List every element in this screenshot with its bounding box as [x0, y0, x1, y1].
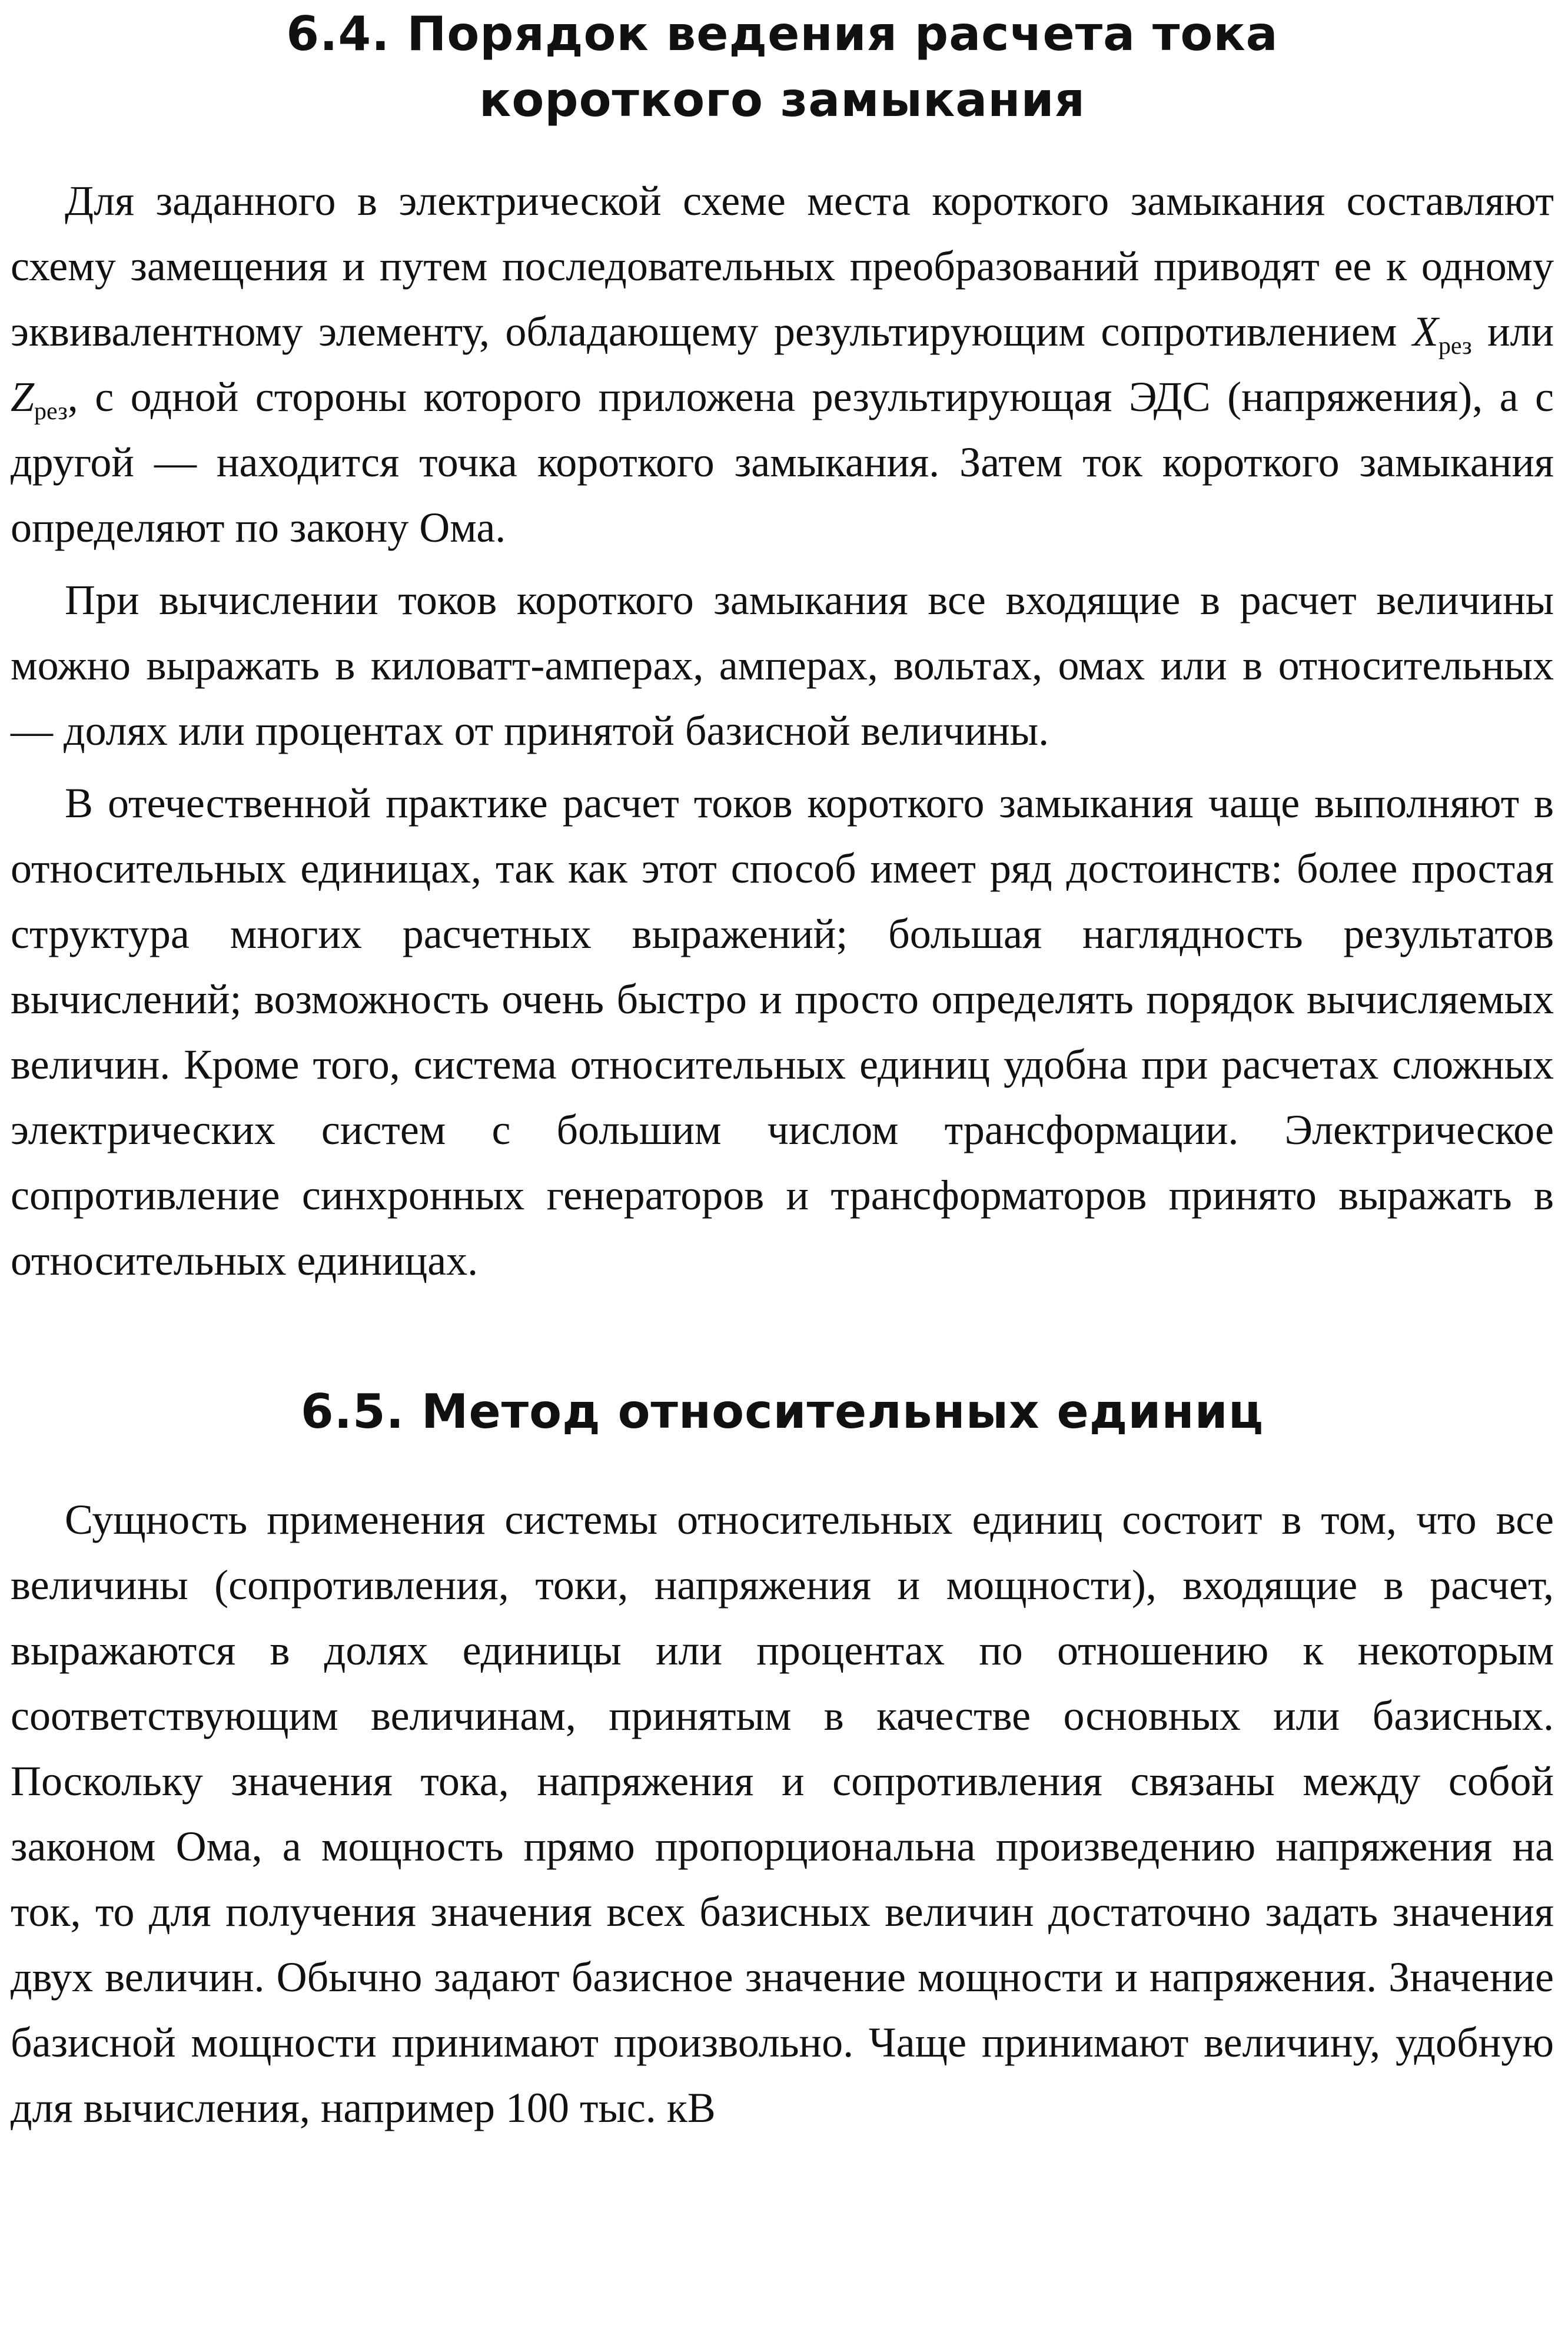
document-page: [11, 0, 1554, 2141]
section-6-4-title-line2: короткого замыкания: [479, 72, 1085, 127]
x-subscript: рез: [1438, 333, 1472, 360]
section-6-4-title-line1: 6.4. Порядок ведения расчета тока: [286, 6, 1278, 61]
paragraph-relative-units-practice: В отечественной практике расчет токов короткого замыкания чаще выполняют в относительных единицах, так как этот способ имеет ряд достоинств: более простая структура многих расчетных выражений; большая наглядность результатов вычислений; возможность очень быстро и просто определять порядок вычисляемых величин. Кроме того, система относительных единиц удобна при расчетах сложных электрических систем с большим числом трансформации. Электрическое сопротивление синхронных генераторов и трансформаторов принято выражать в относительных единицах.: [11, 780, 1554, 1284]
paragraph-text-part: Для заданного в электрической схеме места короткого замыкания составляют схему замещения и путем последовательных преобразований приводят ее к одному эквивалентному элементу, обладающему результирующим сопротивлением: [11, 177, 1554, 355]
section-6-4-title: [11, 0, 1554, 133]
paragraph-text-part: или: [1471, 308, 1554, 355]
paragraph-relative-units-essence: Сущность применения системы относительных единиц состоит в том, что все величины (сопротивления, токи, напряжения и мощности), входящие в расчет, выражаются в долях единицы или процентах по отношению к некоторым соответствующим величинам, принятым в качестве основных или базисных. Поскольку значения тока, напряжения и сопротивления связаны между собой законом Ома, а мощность прямо пропорциональна произведению напряжения на ток, то для получения значения всех базисных величин достаточно задать значения двух величин. Обычно задают базисное значение мощности и напряжения. Значение базисной мощности принимают произвольно. Чаще принимают величину, удобную для вычисления, например 100 тыс. кВ: [11, 1496, 1554, 2131]
paragraph-text-part: , с одной стороны которого приложена результирующая ЭДС (напряжения), а с другой — находится точка короткого замыкания. Затем ток короткого замыкания определяют по закону Ома.: [11, 373, 1554, 551]
paragraph-units: При вычислении токов короткого замыкания все входящие в расчет величины можно выражать в киловатт-амперах, амперах, вольтах, омах или в относительных — долях или процентах от принятой базисной величины.: [11, 576, 1554, 754]
section-6-5-title: 6.5. Метод относительных единиц: [300, 1384, 1264, 1439]
paragraph-equivalent-circuit: [11, 168, 1554, 561]
z-subscript: рез: [34, 398, 68, 425]
z-symbol: Z: [11, 373, 35, 420]
x-symbol: X: [1412, 308, 1439, 355]
